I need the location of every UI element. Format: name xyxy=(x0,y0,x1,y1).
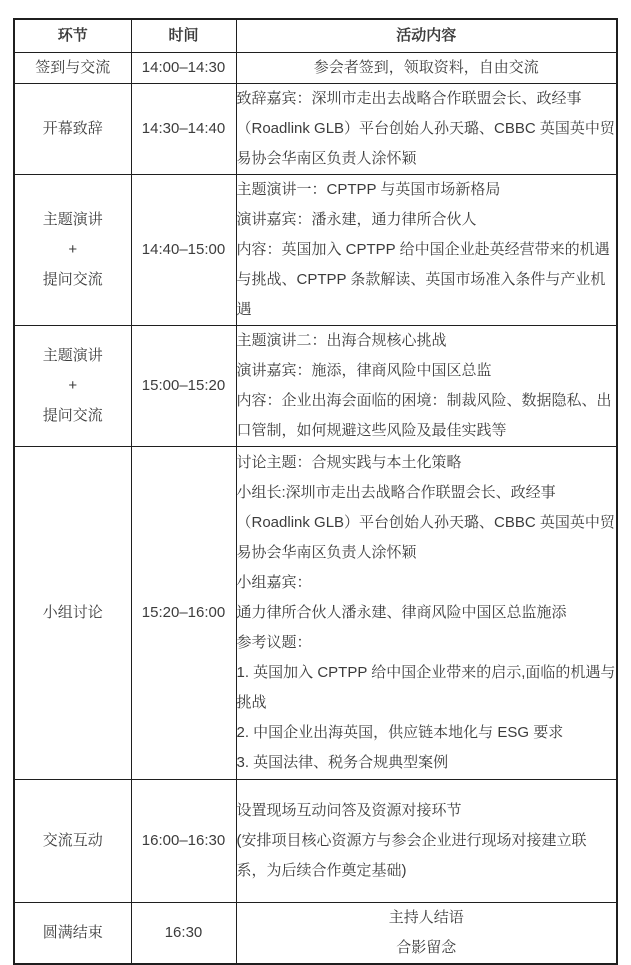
session-cell xyxy=(14,174,131,325)
table-body xyxy=(14,52,617,964)
session-line: + xyxy=(68,240,78,258)
table-row xyxy=(14,52,617,83)
table-row xyxy=(14,779,617,902)
content-cell xyxy=(236,902,617,964)
session-line: 开幕致辞 xyxy=(42,119,103,137)
table-header xyxy=(14,19,617,52)
header-row xyxy=(14,19,617,52)
session-line: 提问交流 xyxy=(42,270,103,288)
session-line: 主题演讲 xyxy=(42,346,103,364)
content-paragraph: 参考议题： xyxy=(236,633,312,651)
content-paragraph: 设置现场互动问答及资源对接环节 xyxy=(236,801,462,819)
time-cell: 16:30 xyxy=(131,902,236,964)
content-paragraph: 3. 英国法律、税务合规典型案例 xyxy=(236,753,449,771)
session-line: 交流互动 xyxy=(42,831,103,849)
content-paragraph: 演讲嘉宾：潘永建，通力律所合伙人 xyxy=(236,210,477,228)
session-line: 提问交流 xyxy=(42,406,103,424)
session-cell xyxy=(14,83,131,174)
session-line: + xyxy=(68,376,78,394)
content-paragraph: 合影留念 xyxy=(396,938,457,956)
content-paragraph: (安排项目核心资源方与参会企业进行现场对接建立联系，为后续合作奠定基础) xyxy=(236,831,587,879)
content-paragraph: 参会者签到，领取资料，自由交流 xyxy=(313,58,539,76)
time-cell: 15:00–15:20 xyxy=(131,325,236,446)
content-cell xyxy=(236,83,617,174)
time-cell: 14:30–14:40 xyxy=(131,83,236,174)
content-cell xyxy=(236,52,617,83)
time-cell: 14:40–15:00 xyxy=(131,174,236,325)
content-cell xyxy=(236,325,617,446)
session-cell xyxy=(14,325,131,446)
session-cell xyxy=(14,779,131,902)
session-cell xyxy=(14,902,131,964)
session-line: 圆满结束 xyxy=(42,923,103,941)
content-cell xyxy=(236,174,617,325)
content-paragraph: 1. 英国加入 CPTPP 给中国企业带来的启示,面临的机遇与挑战 xyxy=(236,663,616,711)
session-cell xyxy=(14,52,131,83)
session-cell xyxy=(14,446,131,779)
time-cell: 14:00–14:30 xyxy=(131,52,236,83)
content-paragraph: 2. 中国企业出海英国，供应链本地化与 ESG 要求 xyxy=(236,723,564,741)
header-cell-content: 活动内容 xyxy=(236,19,617,52)
table-row xyxy=(14,446,617,779)
content-paragraph: 小组嘉宾： xyxy=(236,573,312,591)
table-row xyxy=(14,83,617,174)
content-paragraph: 通力律所合伙人潘永建、律商风险中国区总监施添 xyxy=(236,603,567,621)
session-line: 小组讨论 xyxy=(42,603,103,621)
content-paragraph: 主题演讲二：出海合规核心挑战 xyxy=(236,331,447,349)
content-cell xyxy=(236,446,617,779)
content-paragraph: 演讲嘉宾：施添，律商风险中国区总监 xyxy=(236,361,492,379)
table-row xyxy=(14,325,617,446)
table-row xyxy=(14,174,617,325)
agenda-table xyxy=(13,18,618,965)
header-cell-time: 时间 xyxy=(131,19,236,52)
time-cell: 15:20–16:00 xyxy=(131,446,236,779)
content-paragraph: 讨论主题：合规实践与本土化策略 xyxy=(236,453,462,471)
content-paragraph: 内容：企业出海会面临的困境：制裁风险、数据隐私、出口管制，如何规避这些风险及最佳实践等 xyxy=(236,391,612,439)
content-cell xyxy=(236,779,617,902)
content-paragraph: 内容：英国加入 CPTPP 给中国企业赴英经营带来的机遇与挑战、CPTPP 条款解读、英国市场准入条件与产业机遇 xyxy=(236,240,610,318)
content-paragraph: 主持人结语 xyxy=(388,908,464,926)
session-line: 签到与交流 xyxy=(35,58,111,76)
table-row xyxy=(14,902,617,964)
content-paragraph: 主题演讲一：CPTPP 与英国市场新格局 xyxy=(236,180,501,198)
content-paragraph: 致辞嘉宾：深圳市走出去战略合作联盟会长、政经事（Roadlink GLB）平台创始人孙天璐、CBBC 英国英中贸易协会华南区负责人涂怀颖 xyxy=(236,89,615,167)
header-cell-session: 环节 xyxy=(14,19,131,52)
session-line: 主题演讲 xyxy=(42,210,103,228)
time-cell: 16:00–16:30 xyxy=(131,779,236,902)
content-paragraph: 小组长:深圳市走出去战略合作联盟会长、政经事（Roadlink GLB）平台创始人孙天璐、CBBC 英国英中贸易协会华南区负责人涂怀颖 xyxy=(236,483,615,561)
